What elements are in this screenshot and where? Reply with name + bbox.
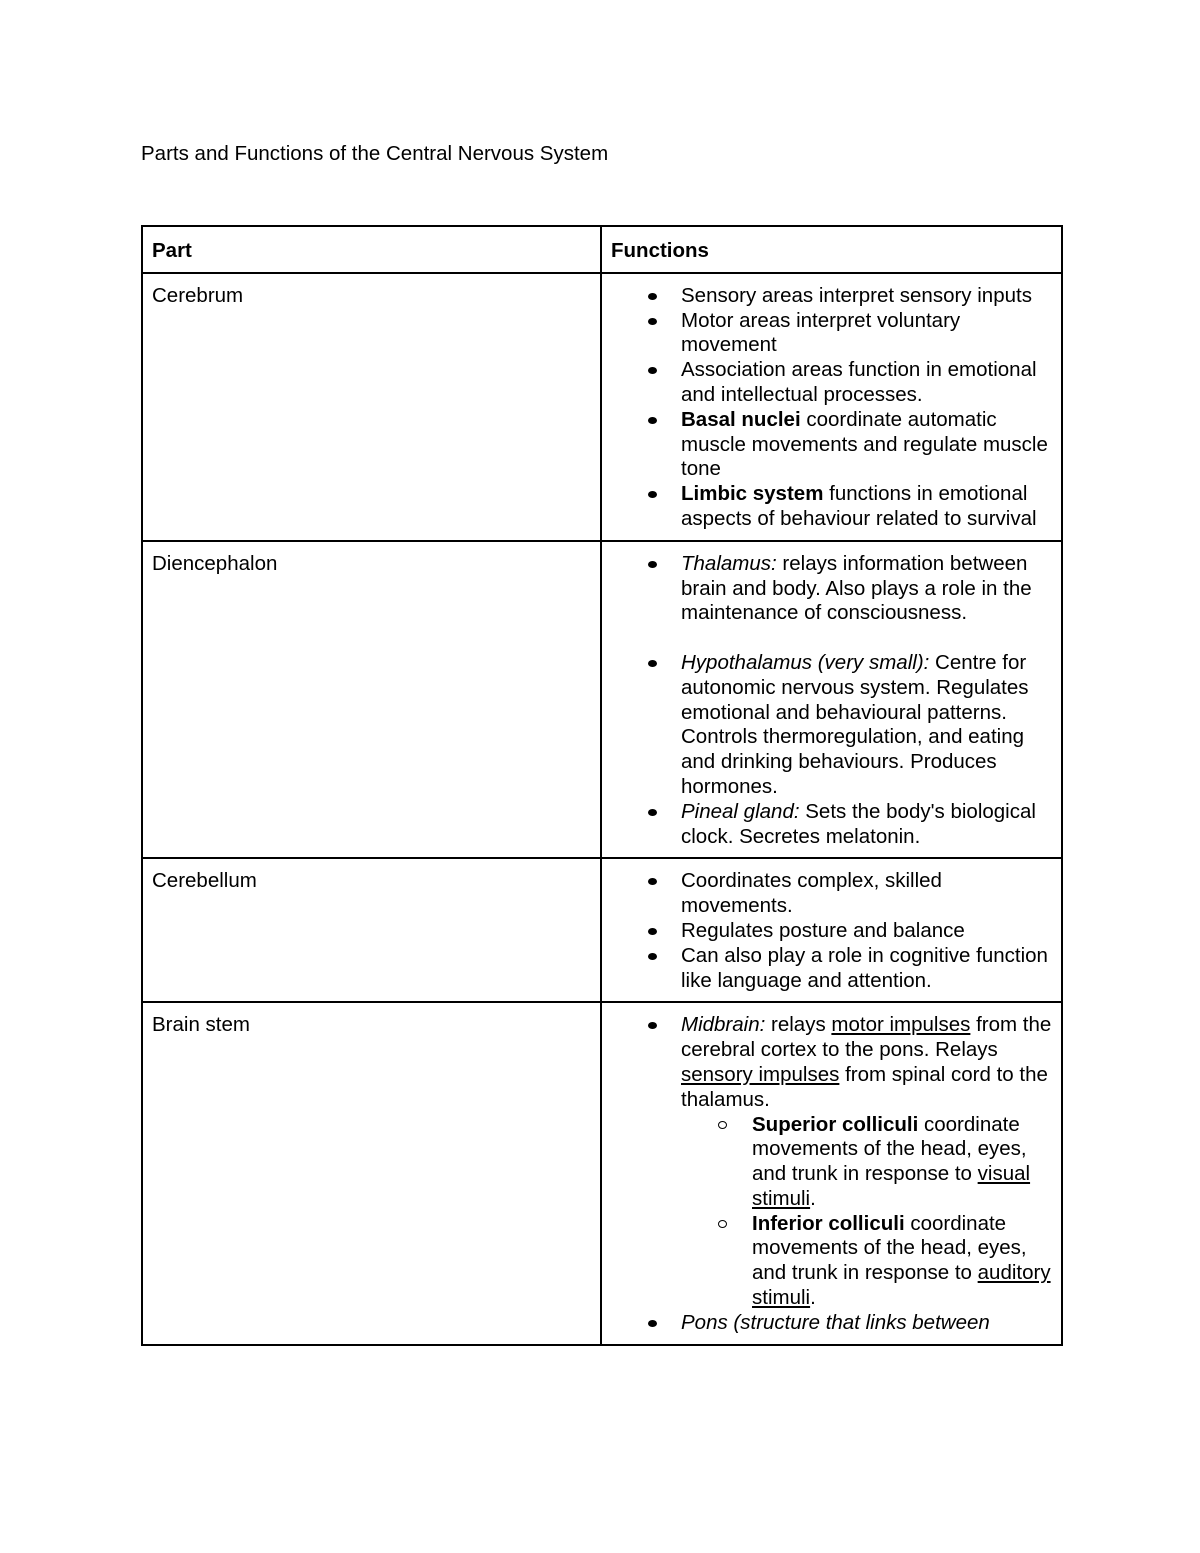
sub-list-item: Superior colliculi coordinate movements of the head, eyes, and trunk in response to visual stimuli. xyxy=(681,1113,1052,1212)
term-hypothalamus: Hypothalamus (very small): xyxy=(681,650,930,674)
header-part: Part xyxy=(142,226,601,273)
functions-list xyxy=(611,869,1052,993)
list-item: Limbic system functions in emotional aspects of behaviour related to survival xyxy=(611,482,1052,532)
list-item: Motor areas interpret voluntary movement xyxy=(611,309,1052,359)
sub-list xyxy=(681,1113,1052,1311)
functions-cell-cerebrum xyxy=(601,273,1062,541)
underlined-motor-impulses: motor impulses xyxy=(831,1013,971,1037)
list-item: Midbrain: relays motor impulses from the cerebral cortex to the pons. Relays sensory impulses from spinal cord to the thalamus. Superior colliculi coordinate movements of the head, eyes, and trunk in response to visual stimuli. Inferior colliculi coordinate movements of the head, eyes, and trunk in response to auditory stimuli. xyxy=(611,1013,1052,1311)
functions-list xyxy=(611,284,1052,532)
term-superior-colliculi: Superior colliculi xyxy=(752,1112,919,1136)
functions-cell-diencephalon xyxy=(601,541,1062,859)
underlined-auditory-stimuli: auditory stimuli xyxy=(752,1261,1051,1310)
underlined-sensory-impulses: sensory impulses xyxy=(681,1062,840,1086)
term-pineal-gland: Pineal gland: xyxy=(681,799,800,823)
part-cell-cerebellum: Cerebellum xyxy=(142,858,601,1002)
table-row xyxy=(142,1002,1062,1344)
term-pons: Pons (structure that links between xyxy=(681,1310,990,1334)
underlined-visual-stimuli: visual stimuli xyxy=(752,1162,1031,1210)
list-item: Can also play a role in cognitive function like language and attention. xyxy=(611,944,1052,994)
list-item: Pineal gland: Sets the body's biological clock. Secretes melatonin. xyxy=(611,800,1052,850)
part-cell-cerebrum: Cerebrum xyxy=(142,273,601,541)
table-row xyxy=(142,858,1062,1002)
header-functions: Functions xyxy=(601,226,1062,273)
table-row xyxy=(142,541,1062,859)
part-cell-brain-stem: Brain stem xyxy=(142,1002,601,1344)
table-row xyxy=(142,273,1062,541)
list-item xyxy=(611,1311,1052,1336)
list-item: Association areas function in emotional and intellectual processes. xyxy=(611,358,1052,408)
list-item: Basal nuclei coordinate automatic muscle movements and regulate muscle tone xyxy=(611,408,1052,482)
term-limbic-system: Limbic system xyxy=(681,482,824,506)
functions-cell-cerebellum xyxy=(601,858,1062,1002)
term-midbrain: Midbrain: xyxy=(681,1013,766,1037)
document-title: Parts and Functions of the Central Nervous System xyxy=(141,142,609,165)
term-inferior-colliculi: Inferior colliculi xyxy=(752,1211,905,1235)
sub-list-item: Inferior colliculi coordinate movements of the head, eyes, and trunk in response to auditory stimuli. xyxy=(681,1212,1052,1311)
table-header-row xyxy=(142,226,1062,273)
list-item: Regulates posture and balance xyxy=(611,919,1052,944)
list-item: Hypothalamus (very small): Centre for autonomic nervous system. Regulates emotional and behavioural patterns. Controls thermoregulation, and eating and drinking behaviours. Produces hormones. xyxy=(611,651,1052,800)
functions-list xyxy=(611,1013,1052,1335)
functions-list xyxy=(611,552,1052,850)
term-basal-nuclei: Basal nuclei xyxy=(681,407,801,431)
term-thalamus: Thalamus: xyxy=(681,551,777,575)
list-item: Sensory areas interpret sensory inputs xyxy=(611,284,1052,309)
cns-parts-table xyxy=(141,225,1063,1346)
list-item: Thalamus: relays information between brain and body. Also plays a role in the maintenance of consciousness. xyxy=(611,552,1052,626)
part-cell-diencephalon: Diencephalon xyxy=(142,541,601,859)
list-item: Coordinates complex, skilled movements. xyxy=(611,869,1052,919)
functions-cell-brain-stem xyxy=(601,1002,1062,1344)
